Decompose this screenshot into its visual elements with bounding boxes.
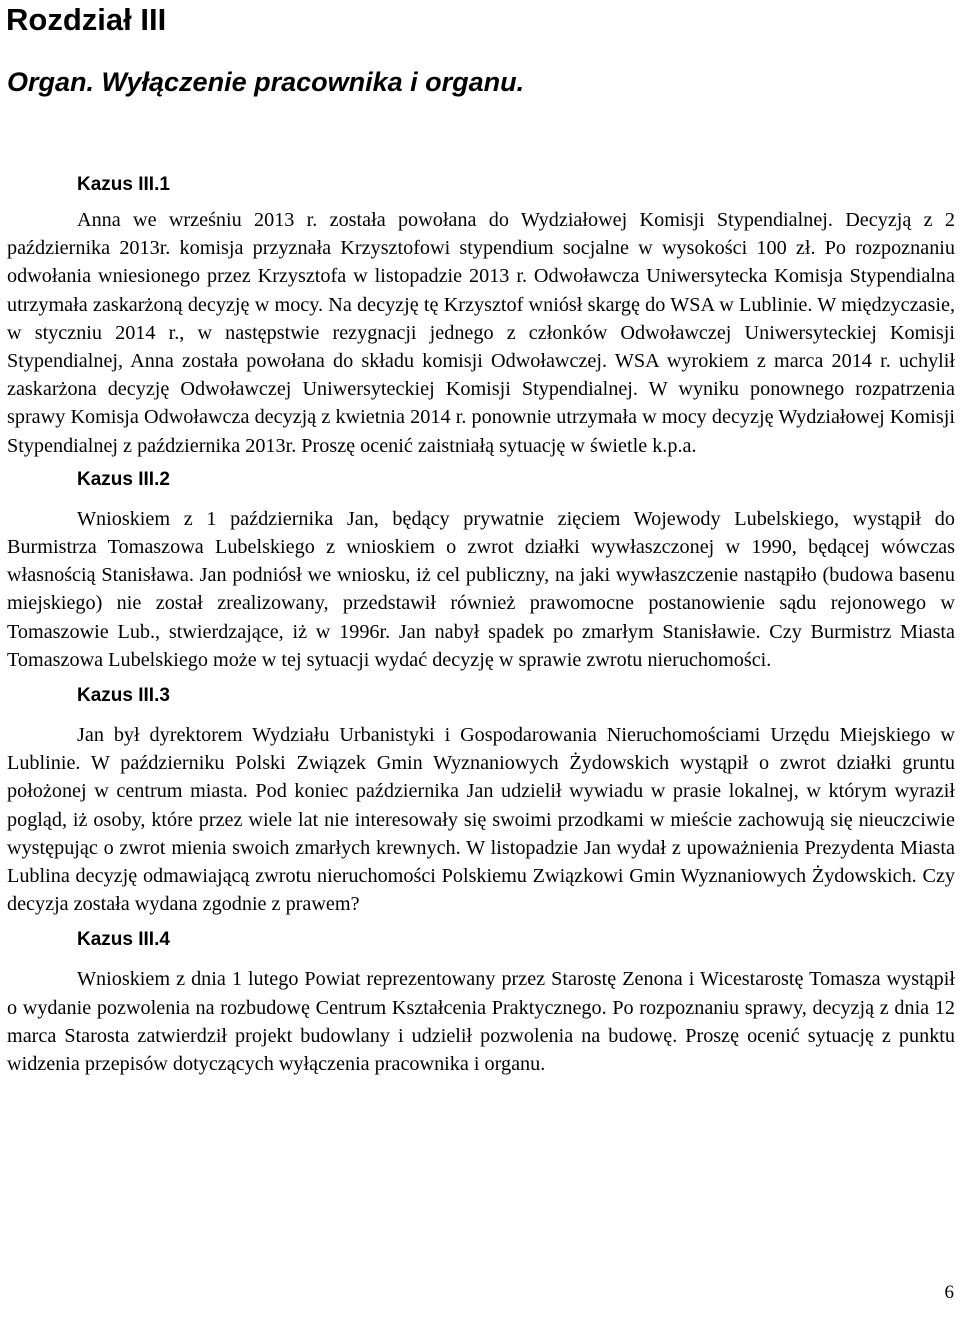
case-section bbox=[7, 173, 955, 460]
case-text: Jan był dyrektorem Wydziału Urbanistyki i Gospodarowania Nieruchomościami Urzędu Miejskiego w Lublinie. W październiku Polski Związek Gmin Wyznaniowych Żydowskich wystąpił o zwrot działki gruntu położonej w centrum miasta. Pod koniec października Jan udzielił wywiadu w prasie lokalnej, w którym wyraził pogląd, iż osoby, które przez wiele lat nie interesowały się swoimi przodkami w mieście zachowują się nieuczciwie występując o zwrot mienia swoich zmarłych krewnych. W listopadzie Jan wydał z upoważnienia Prezydenta Miasta Lublina decyzję odmawiającą zwrotu nieruchomości Polskiemu Związkowi Gmin Wyznaniowych Żydowskich. Czy decyzja została wydana zgodnie z prawem? bbox=[7, 724, 955, 916]
case-heading: Kazus III.3 bbox=[77, 685, 170, 707]
chapter-subtitle: Organ. Wyłączenie pracownika i organu. bbox=[7, 67, 525, 97]
case-text: Wnioskiem z 1 października Jan, będący prywatnie zięciem Wojewody Lubelskiego, wystąpił do Burmistrza Tomaszowa Lubelskiego z wnioskiem o zwrot działki wywłaszczonej w 1990, będącej wówczas własnością Stanisława. Jan podniósł we wniosku, iż cel publiczny, na jaki wywłaszczenie nastąpiło (budowa basenu miejskiego) nie został zrealizowany, przedstawił również prawomocne postanowienie sądu rejonowego w Tomaszowie Lub., stwierdzające, iż w 1996r. Jan nabył spadek po zmarłym Stanisławie. Czy Burmistrz Miasta Tomaszowa Lubelskiego może w tej sytuacji wydać decyzję w sprawie zwrotu nieruchomości. bbox=[7, 507, 955, 671]
document-page bbox=[7, 0, 955, 1078]
case-heading: Kazus III.4 bbox=[77, 929, 170, 951]
case-section bbox=[7, 468, 955, 674]
case-heading: Kazus III.2 bbox=[77, 468, 170, 490]
case-text: Anna we wrześniu 2013 r. została powołana do Wydziałowej Komisji Stypendialnej. Decyzją z 2 października 2013r. komisja przyznała Krzysztofowi stypendium socjalne w wysokości 100 zł. Po rozpoznaniu odwołania wniesionego przez Krzysztofa w listopadzie 2013 r. Odwoławcza Uniwersytecka Komisja Stypendialna utrzymała zaskarżoną decyzję w mocy. Na decyzję tę Krzysztof wniósł skargę do WSA w Lublinie. W międzyczasie, w styczniu 2014 r., w następstwie rezygnacji jednego z członków Odwoławczej Uniwersyteckiej Komisji Stypendialnej, Anna została powołana do składu komisji Odwoławczej. WSA wyrokiem z marca 2014 r. uchylił zaskarżona decyzję Odwoławczej Uniwersyteckiej Komisji Stypendialnej. W wyniku ponownego rozpatrzenia sprawy Komisja Odwoławcza decyzją z kwietnia 2014 r. ponownie utrzymała w mocy decyzję Wydziałowej Komisji Stypendialnej z października 2013r. Proszę ocenić zaistniałą sytuację w świetle k.p.a. bbox=[7, 209, 955, 457]
chapter-title: Rozdział III bbox=[6, 2, 167, 37]
case-section bbox=[7, 684, 955, 918]
case-text: Wnioskiem z dnia 1 lutego Powiat reprezentowany przez Starostę Zenona i Wicestarostę Tomasza wystąpił o wydanie pozwolenia na rozbudowę Centrum Kształcenia Praktycznego. Po rozpoznaniu sprawy, decyzją z dnia 12 marca Starosta zatwierdził projekt budowlany i udzielił pozwolenia na budowę. Proszę ocenić sytuację z punktu widzenia przepisów dotyczących wyłączenia pracownika i organu. bbox=[7, 968, 955, 1076]
case-section bbox=[7, 928, 955, 1078]
page-number: 6 bbox=[944, 1282, 954, 1303]
case-heading: Kazus III.1 bbox=[77, 174, 170, 195]
